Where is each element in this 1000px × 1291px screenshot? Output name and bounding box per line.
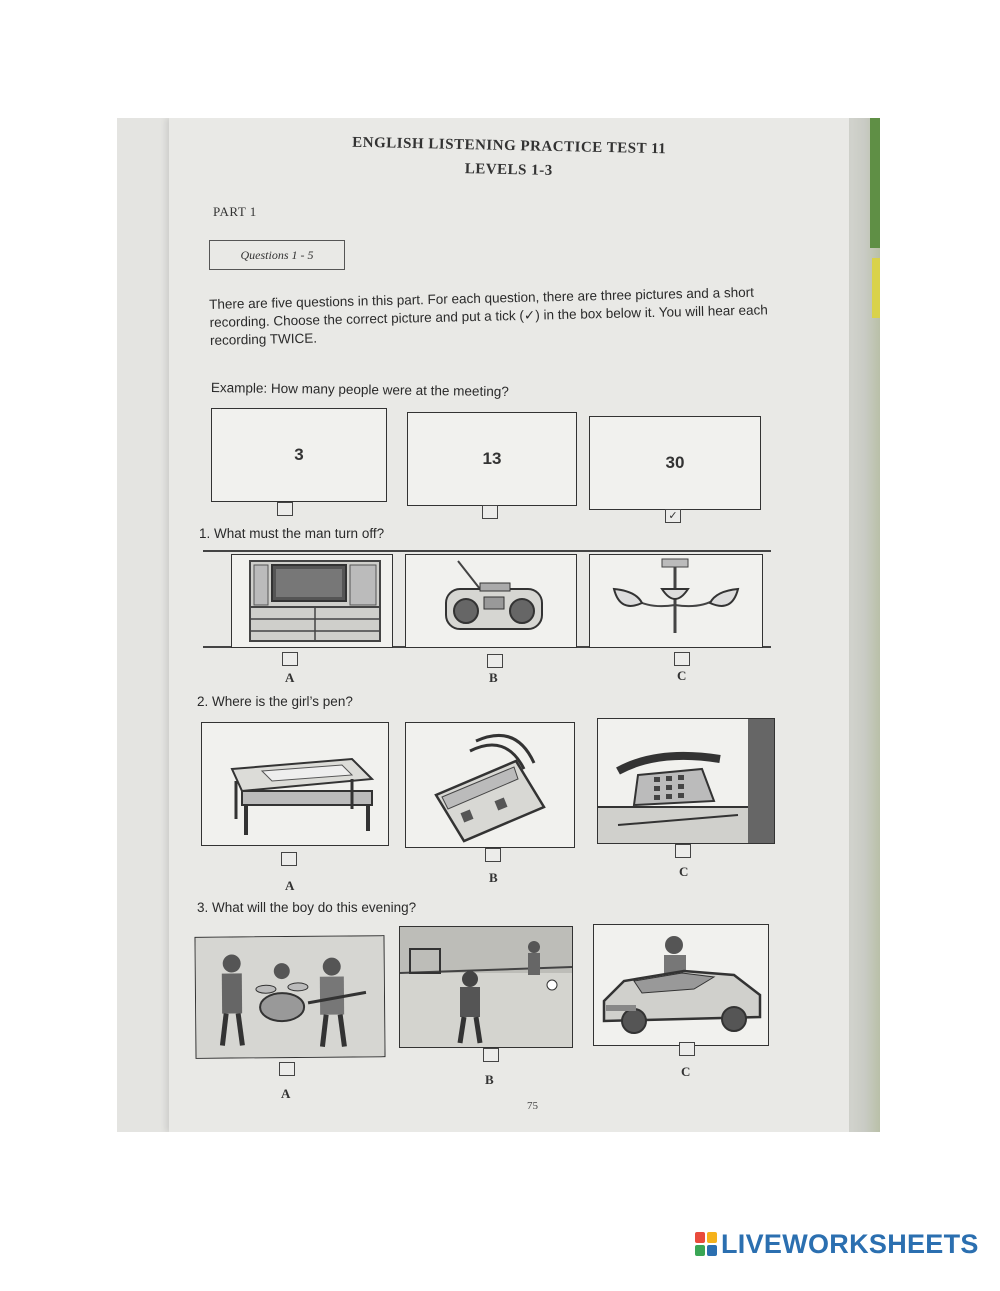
example-tick-box-b[interactable] [482,505,498,519]
q1-label-c: C [677,668,687,683]
handbag-icon [406,723,574,847]
radio-icon [406,555,576,647]
example-option-a [211,408,387,502]
example-tick-box-a[interactable] [277,502,293,516]
question-1: 1. What must the man turn off? [199,526,385,541]
football-field-icon [400,927,572,1047]
q2-label-a: A [285,878,295,893]
questions-range-box [209,240,345,270]
car-icon [594,925,768,1045]
q1-label-a: A [285,670,295,685]
instructions-text: There are five questions in this part. For each question, there are three pictures and a short recording. Choose the correct picture and put a tick (✓) in the box below it. You will hear each recording TWICE. [209,284,769,348]
q3-label-c: C [681,1064,691,1079]
q1-picture-b-radio [405,554,577,648]
ceiling-lamp-icon [590,555,762,647]
q2-tick-box-c[interactable] [675,844,691,858]
questions-range-label: Questions 1 - 5 [240,247,314,262]
q2-tick-box-a[interactable] [281,852,297,866]
worksheet-title [289,129,730,186]
title-line-1: ENGLISH LISTENING PRACTICE TEST 11 [352,134,667,158]
q3-label-b: B [485,1072,494,1087]
table-icon [202,723,388,845]
q1-tick-box-c[interactable] [674,652,690,666]
q2-label-b: B [489,870,498,885]
title-line-2: LEVELS 1-3 [464,161,553,179]
q2-picture-c-telephone [597,718,775,844]
tv-cabinet-icon [232,555,392,647]
q2-label-c: C [679,864,689,879]
example-option-b-value: 13 [482,449,502,468]
example-option-c-value: 30 [665,453,685,472]
q3-tick-box-c[interactable] [679,1042,695,1056]
q2-picture-b-bag [405,722,575,848]
q2-tick-box-b[interactable] [485,848,501,862]
logo-mark-square [707,1232,717,1243]
q3-picture-c-car [593,924,769,1046]
q3-tick-box-b[interactable] [483,1048,499,1062]
background-strip [872,258,880,318]
q3-picture-b-football [399,926,573,1048]
q3-label-a: A [281,1086,291,1101]
question-2: 2. Where is the girl’s pen? [197,694,353,709]
q3-picture-a-band [194,935,385,1059]
example-tick-box-c[interactable]: ✓ [665,509,681,523]
page-number: 75 [527,1100,538,1112]
logo-mark-square [707,1245,717,1256]
example-option-a-value: 3 [294,445,304,464]
part-heading: PART 1 [213,204,257,219]
logo-text: LIVEWORKSHEETS [721,1228,979,1259]
q1-label-b: B [489,670,498,685]
q1-picture-a-tv-cabinet [231,554,393,648]
example-question: Example: How many people were at the meeting? [210,380,509,400]
q1-tick-box-a[interactable] [282,652,298,666]
worksheet-page [169,118,849,1132]
q3-tick-box-a[interactable] [279,1062,295,1076]
logo-mark-icon [695,1232,717,1256]
logo-mark-square [695,1245,705,1256]
band-icon [195,936,384,1058]
example-option-c [589,416,761,510]
q1-tick-box-b[interactable] [487,654,503,668]
telephone-icon [598,719,774,843]
question-3: 3. What will the boy do this evening? [197,900,417,915]
liveworksheets-logo [695,1229,979,1259]
divider-line [203,550,771,552]
background-strip [870,118,880,248]
worksheet-photo [117,118,880,1132]
q1-picture-c-lamp [589,554,763,648]
q2-picture-a-table [201,722,389,846]
logo-mark-square [695,1232,705,1243]
example-option-b [407,412,577,506]
